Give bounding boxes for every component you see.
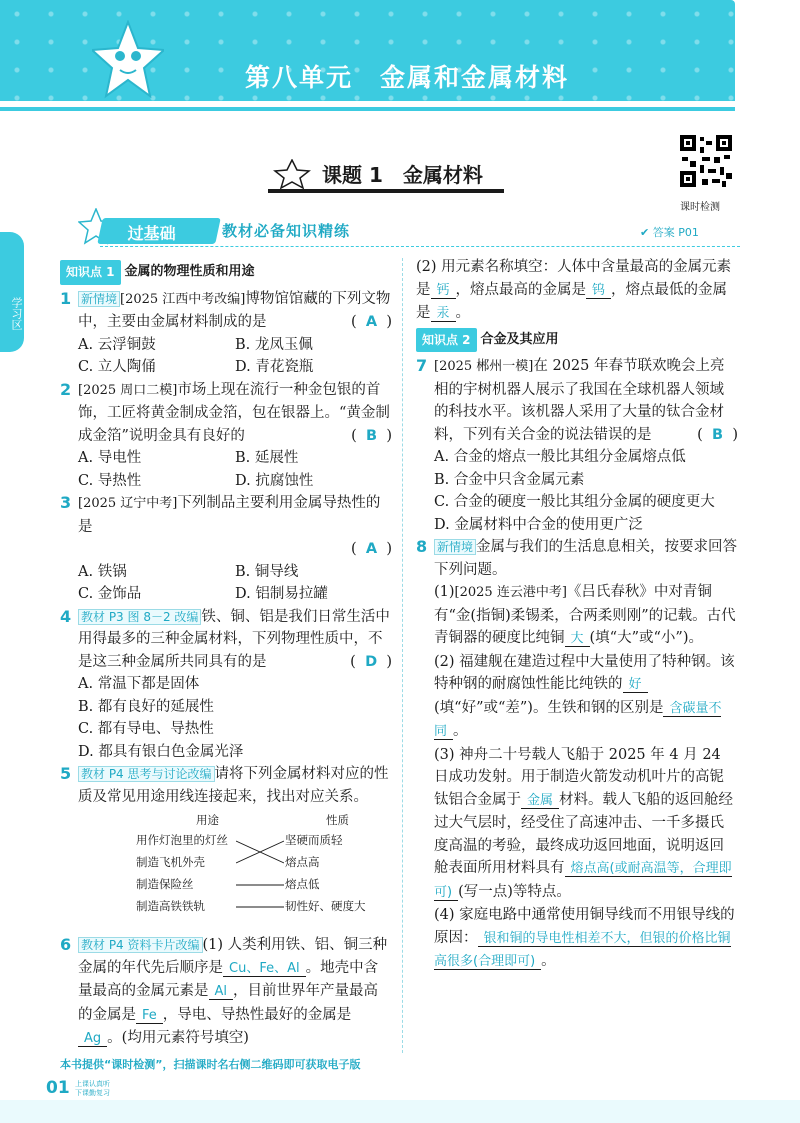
section-badge: 过基础 [97,218,221,244]
matching-diagram: 用途 性质 用作灯泡里的灯丝 制造飞机外壳 制造保险丝 制造高铁铁轨 坚硬而质轻 熔点高 熔点低 韧性好、硬度大 [136,813,366,913]
answer-reference: ✔ 答案 P01 [640,226,699,239]
answer: A [365,314,378,330]
matching-lines [236,832,284,912]
section-subtitle: 教材必备知识精练 [222,222,351,240]
answer: B [712,426,724,443]
answer: B [366,427,378,444]
q8-part-3: (3) 神舟二十号载人飞船于 2025 年 4 月 24 日成功发射。用于制造火箭发动机叶片的高铌钛铝合金属于 金属 材料。载人飞船的返回舱经过大气层时，经受住了高速冲击、一千多摄氏度高温的考验，最终成功返回地面，说明返回舱表面所用材料具有 熔点高(或耐高温等，合理即可) (写一点)等特点。 [434,746,734,900]
answer: A [365,541,378,557]
lesson-title-box [268,155,504,193]
qr-code-icon[interactable] [678,133,734,189]
section-divider [100,246,740,247]
page-slogan: 上课认真听 下课勤复习 [75,1080,110,1097]
section-bar [60,218,740,248]
star-mascot-icon [92,20,164,104]
lesson-title: 课题 1 金属材料 [322,163,483,187]
side-tab: 学习区 [0,232,24,352]
q6-part-2: (2) 用元素名称填空：人体中含量最高的金属元素是 钙 ，熔点最高的金属是 钨 ，熔点最低的金属是 汞 。 [416,259,732,321]
knowledge-point-2: 知识点 2 合金及其应用 [416,328,559,353]
page-number: 01 [46,1078,70,1098]
unit-banner [0,0,735,107]
question-5: 5 教材 P4 思考与讨论改编 请将下列金属材料对应的性质及常见用途用线连接起来，找出对应关系。 用途 性质 用作灯泡里的灯丝 制造飞机外壳 制造保险丝 制造高铁铁轨 坚硬而质轻 熔点高 熔点低 韧性好、硬度大 [60,763,392,932]
question-3: 3 [2025 辽宁中考]下列制品主要利用金属导热性的是 ( A ) A. 铁锅 B. 铜导线 C. 金饰品 D. 铝制易拉罐 [60,493,392,602]
question-1: 1 新情境 [2025 江西中考改编]博物馆馆藏的下列文物中，主要由金属材料制成的是 ( A ) A. 云浮铜鼓 B. 龙凤玉佩 C. 立人陶俑 D. 青花瓷瓶 [60,288,392,375]
question-8: 8 新情境 金属与我们的生活息息相关，按要求回答下列问题。 (1)[2025 连云港中考]《吕氏春秋》中对青铜有“金(指铜)柔锡柔，合两柔则刚”的记载。古代青铜器的硬度比纯铜 大 (填“大”或“小”)。 (2) 福建舰在建造过程中大量使用了特种钢。该特种钢的耐腐蚀性能比纯铁的 好(填“好”或“差”)。生铁和钢的区别是 含碳量不同 。 (3) 神舟二十号载人飞船于 2025 年 4 月 24 日成功发射。用于制造火箭发动机叶片的高铌钛铝合金属于 金属 材料。载人飞船的返回舱经过大气层时，经受住了高速冲击、一千多摄氏度高温的考验，最终成功返回地面，说明返回舱表面所用材料具有 熔点高(或耐高温等，合理即可) (写一点)等特点。 (4) 家庭电路中通常使用铜导线而不用银导线的原因： 银和铜的导电性相差不大，但银的价格比铜高很多(合理即可) 。 [416,536,738,974]
question-6: 6 教材 P4 资料卡片改编 (1) 人类利用铁、铝、铜三种金属的年代先后顺序是 Cu、Fe、Al 。地壳中含量最高的金属元素是 Al ，目前世界年产量最高的金属是 Fe ，导电、导热性最好的金属是Ag 。(均用元素符号填空) [60,935,388,1046]
answer: D [365,653,378,670]
q8-part-2: (2) 福建舰在建造过程中大量使用了特种钢。该特种钢的耐腐蚀性能比纯铁的 好(填“好”或“差”)。生铁和钢的区别是 含碳量不同 。 [434,653,735,739]
unit-title: 第八单元 金属和金属材料 [245,63,570,92]
question-4: 4 教材 P3 图 8－2 改编 铁、铜、铝是我们日常生活中用得最多的三种金属材料，下列物理性质中，不是这三种金属所共同具有的是 ( D ) A. 常温下都是固体 B. 都有良好的延展性 C. 都有导电、导热性 D. 都具有银白色金属光泽 [60,606,392,760]
question-7: 7 [2025 郴州一模]在 2025 年春节联欢晚会上亮相的宇树机器人展示了我国在全球机器人领域的科技水平。该机器人采用了大量的钛合金材料，下列有关合金的说法错误的是 ( B ) A. 合金的熔点一般比其组分金属熔点低 B. 合金中只含金属元素 C. 合金的硬度一般比其组分金属的硬度更大 D. 金属材料中合金的使用更广泛 [416,356,738,533]
left-column [60,258,392,1051]
column-divider [402,258,403,1053]
footer-note: 本书提供“课时检测”，扫描课时名右侧二维码即可获取电子版 [60,1058,361,1071]
knowledge-point-1: 知识点 1 金属的物理性质和用途 [60,260,255,285]
star-icon [272,159,312,189]
footer-band [0,1100,800,1123]
qr-label: 课时检测 [680,202,720,213]
q8-part-4: (4) 家庭电路中通常使用铜导线而不用银导线的原因： 银和铜的导电性相差不大，但银的价格比铜高很多(合理即可) 。 [434,907,735,969]
q8-part-1: (1)[2025 连云港中考]《吕氏春秋》中对青铜有“金(指铜)柔锡柔，合两柔则刚”的记载。古代青铜器的硬度比纯铜 大 (填“大”或“小”)。 [434,584,736,646]
question-2: 2 [2025 周口二模]市场上现在流行一种金包银的首饰，工匠将黄金制成金箔，包在银器上。“黄金制成金箔”说明金具有良好的 ( B ) A. 导电性 B. 延展性 C. 导热性 D. 抗腐蚀性 [60,379,392,489]
right-column [416,256,738,974]
